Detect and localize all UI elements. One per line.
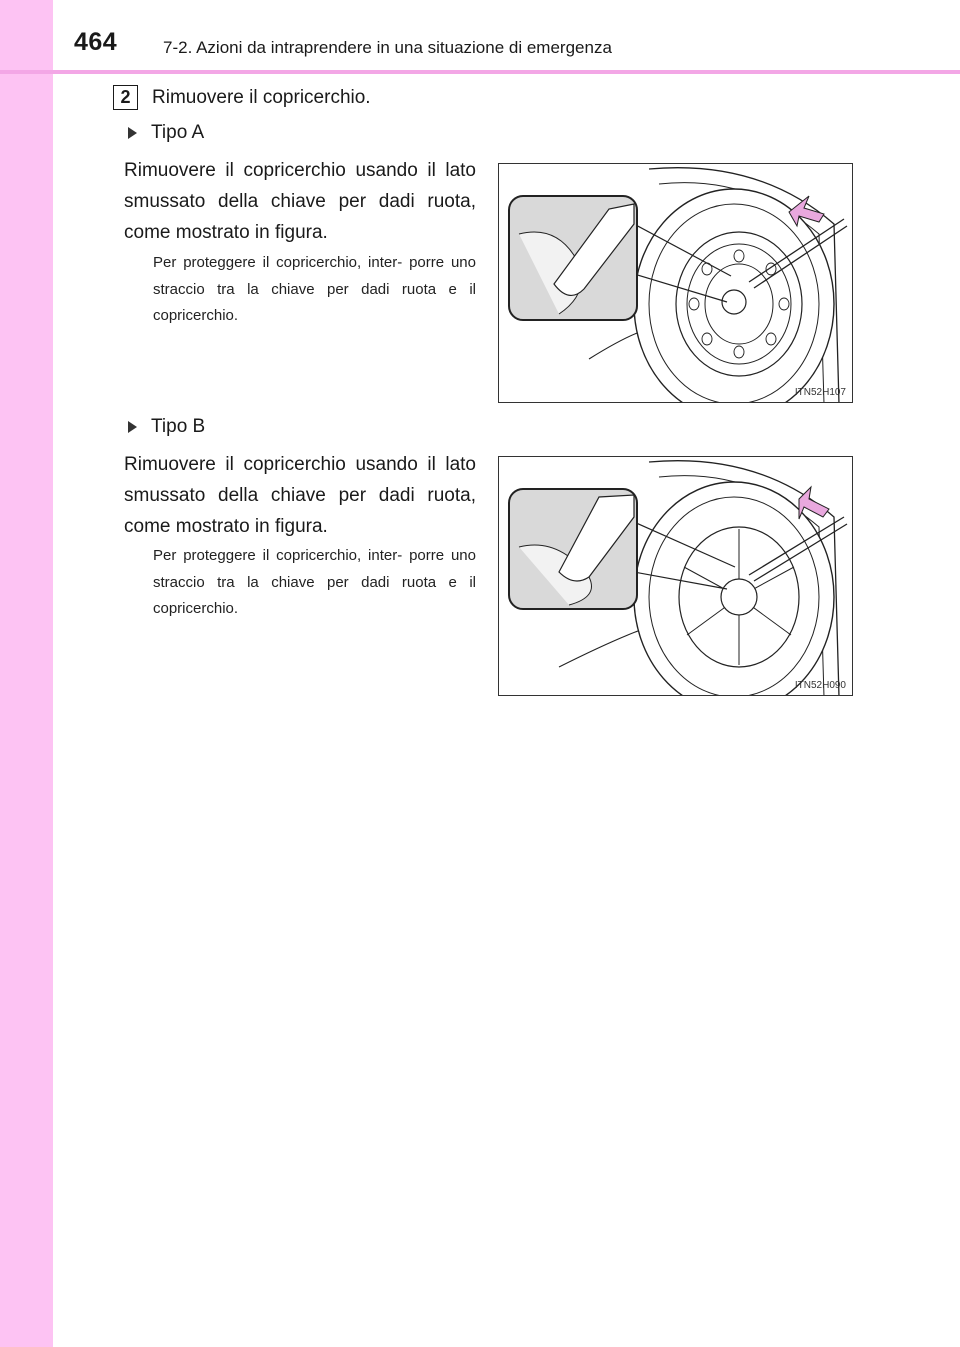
sidebar-tab: [0, 0, 53, 1347]
step-instruction: Rimuovere il copricerchio.: [152, 87, 371, 108]
section-a-body: Rimuovere il copricerchio usando il lato smussato della chiave per dadi ruota, come mostrato in figura.: [124, 160, 476, 243]
step-number-badge: 2: [113, 85, 138, 110]
section-a-label: Tipo A: [151, 122, 205, 143]
figure-type-b: [498, 456, 853, 696]
section-a-note: Per proteggere il copricerchio, inter- porre uno straccio tra la chiave per dadi ruota e il copricerchio.: [153, 254, 476, 324]
triangle-bullet-icon: [128, 127, 137, 139]
page-number: 464: [74, 28, 118, 56]
section-b-label: Tipo B: [151, 416, 206, 437]
section-b-heading: [128, 416, 205, 438]
wheel-cover-type-b-illustration: [499, 457, 853, 696]
figure-code-b: ITN52H090: [794, 680, 846, 691]
section-b-body: Rimuovere il copricerchio usando il lato smussato della chiave per dadi ruota, come mostrato in figura.: [124, 454, 476, 537]
figure-code-a: ITN52H107: [794, 387, 846, 398]
figure-type-a: [498, 163, 853, 403]
section-b-note: Per proteggere il copricerchio, inter- porre uno straccio tra la chiave per dadi ruota e il copricerchio.: [153, 547, 476, 617]
wheel-cover-type-a-illustration: [499, 164, 853, 403]
section-title: 7-2. Azioni da intraprendere in una situazione di emergenza: [163, 38, 612, 57]
section-a-heading: [128, 122, 204, 144]
triangle-bullet-icon: [128, 421, 137, 433]
header-divider: [0, 70, 960, 74]
header-band: [53, 0, 960, 70]
